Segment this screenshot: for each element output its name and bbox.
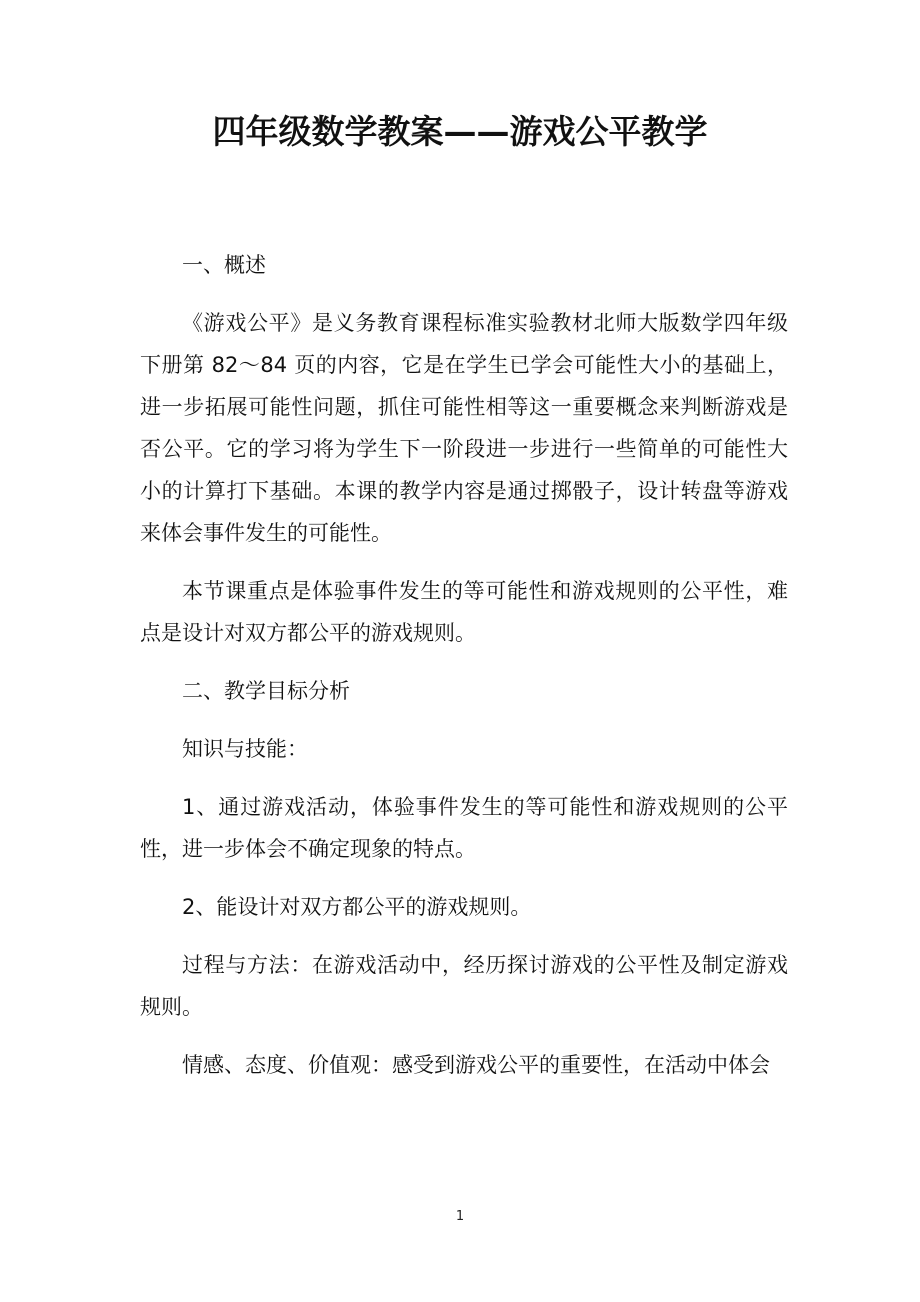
paragraph-process-methods: 过程与方法：在游戏活动中，经历探讨游戏的公平性及制定游戏规则。 xyxy=(140,953,788,1019)
subheading-knowledge-skills: 知识与技能： xyxy=(182,737,308,761)
document-body xyxy=(140,244,788,1102)
section-heading-overview: 一、概述 xyxy=(182,253,266,277)
document-title: 四年级数学教案——游戏公平教学 xyxy=(212,112,708,151)
paragraph-key-difficult-points: 本节课重点是体验事件发生的等可能性和游戏规则的公平性，难点是设计对双方都公平的游戏规则。 xyxy=(140,579,788,645)
section-heading-objectives: 二、教学目标分析 xyxy=(182,679,350,703)
paragraph-emotion-values: 情感、态度、价值观：感受到游戏公平的重要性，在活动中体会 xyxy=(182,1053,770,1077)
page-number: 1 xyxy=(455,1209,465,1224)
objective-item-2: 2、能设计对双方都公平的游戏规则。 xyxy=(182,895,532,919)
paragraph-overview-content: 《游戏公平》是义务教育课程标准实验教材北师大版数学四年级下册第 82～84 页的内容，它是在学生已学会可能性大小的基础上，进一步拓展可能性问题，抓住可能性相等这一重要概念来判断游戏是否公平。它的学习将为学生下一阶段进一步进行一些简单的可能性大小的计算打下基础。本课的教学内容是通过掷骰子，设计转盘等游戏来体会事件发生的可能性。 xyxy=(140,311,788,545)
objective-item-1: 1、通过游戏活动，体验事件发生的等可能性和游戏规则的公平性，进一步体会不确定现象的特点。 xyxy=(140,795,788,861)
